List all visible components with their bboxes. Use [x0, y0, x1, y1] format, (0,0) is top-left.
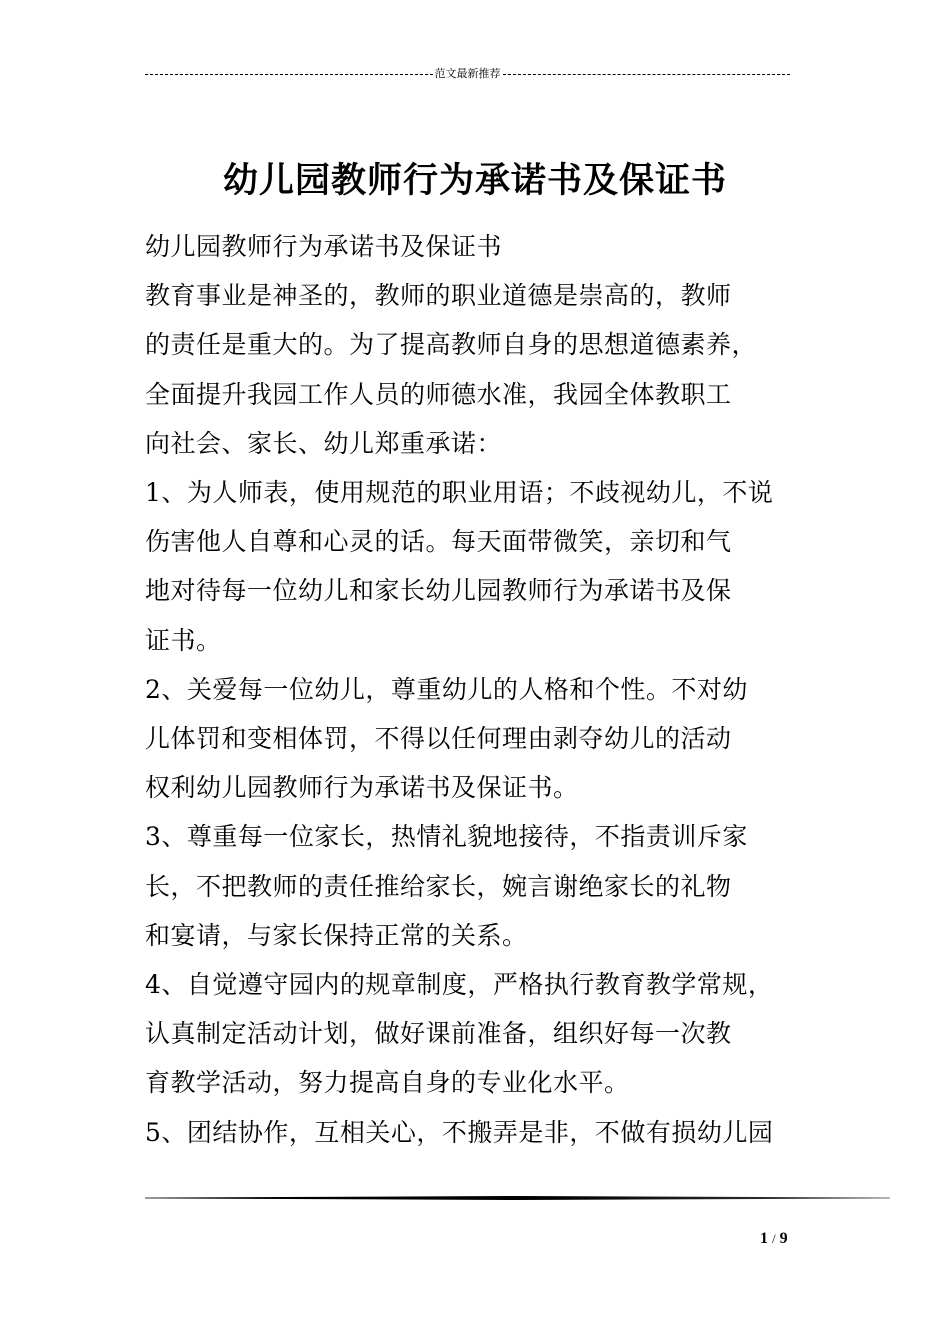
body-line: 4、自觉遵守园内的规章制度，严格执行教育教学常规，	[145, 970, 774, 1000]
body-line: 儿体罚和变相体罚，不得以任何理由剥夺幼儿的活动	[145, 724, 732, 754]
document-body	[145, 222, 825, 1157]
page-current: 1	[760, 1230, 768, 1247]
page-separator: /	[772, 1231, 776, 1246]
document-title: 幼儿园教师行为承诺书及保证书	[222, 160, 727, 202]
page-total: 9	[779, 1230, 788, 1247]
body-line: 认真制定活动计划，做好课前准备，组织好每一次教	[145, 1019, 732, 1049]
body-line: 育教学活动，努力提高自身的专业化水平。	[145, 1068, 630, 1098]
body-line: 1、为人师表，使用规范的职业用语；不歧视幼儿，不说	[145, 478, 774, 508]
body-line: 向社会、家长、幼儿郑重承诺：	[145, 428, 503, 458]
body-line: 长，不把教师的责任推给家长，婉言谢绝家长的礼物	[145, 871, 732, 901]
body-line: 的责任是重大的。为了提高教师自身的思想道德素养，	[145, 330, 758, 360]
body-line: 全面提升我园工作人员的师德水准，我园全体教职工	[145, 379, 732, 409]
header-label: 范文最新推荐	[434, 67, 501, 80]
body-line: 伤害他人自尊和心灵的话。每天面带微笑，亲切和气	[145, 527, 732, 557]
header-dash-right	[503, 74, 791, 75]
body-line: 地对待每一位幼儿和家长幼儿园教师行为承诺书及保	[145, 576, 732, 606]
page-header	[145, 66, 790, 82]
body-line: 和宴请，与家长保持正常的关系。	[145, 920, 528, 950]
body-line: 权利幼儿园教师行为承诺书及保证书。	[145, 773, 579, 803]
footer-divider	[145, 1196, 890, 1200]
body-line: 幼儿园教师行为承诺书及保证书	[145, 232, 503, 261]
body-line: 2、关爱每一位幼儿，尊重幼儿的人格和个性。不对幼	[145, 674, 748, 704]
body-line: 证书。	[145, 625, 222, 655]
body-line: 教育事业是神圣的，教师的职业道德是崇高的，教师	[145, 281, 732, 311]
page-number	[760, 1229, 820, 1249]
header-dash-left	[145, 74, 433, 75]
body-line: 5、团结协作，互相关心，不搬弄是非，不做有损幼儿园	[145, 1117, 774, 1147]
body-line: 3、尊重每一位家长，热情礼貌地接待，不指责训斥家	[145, 822, 748, 852]
